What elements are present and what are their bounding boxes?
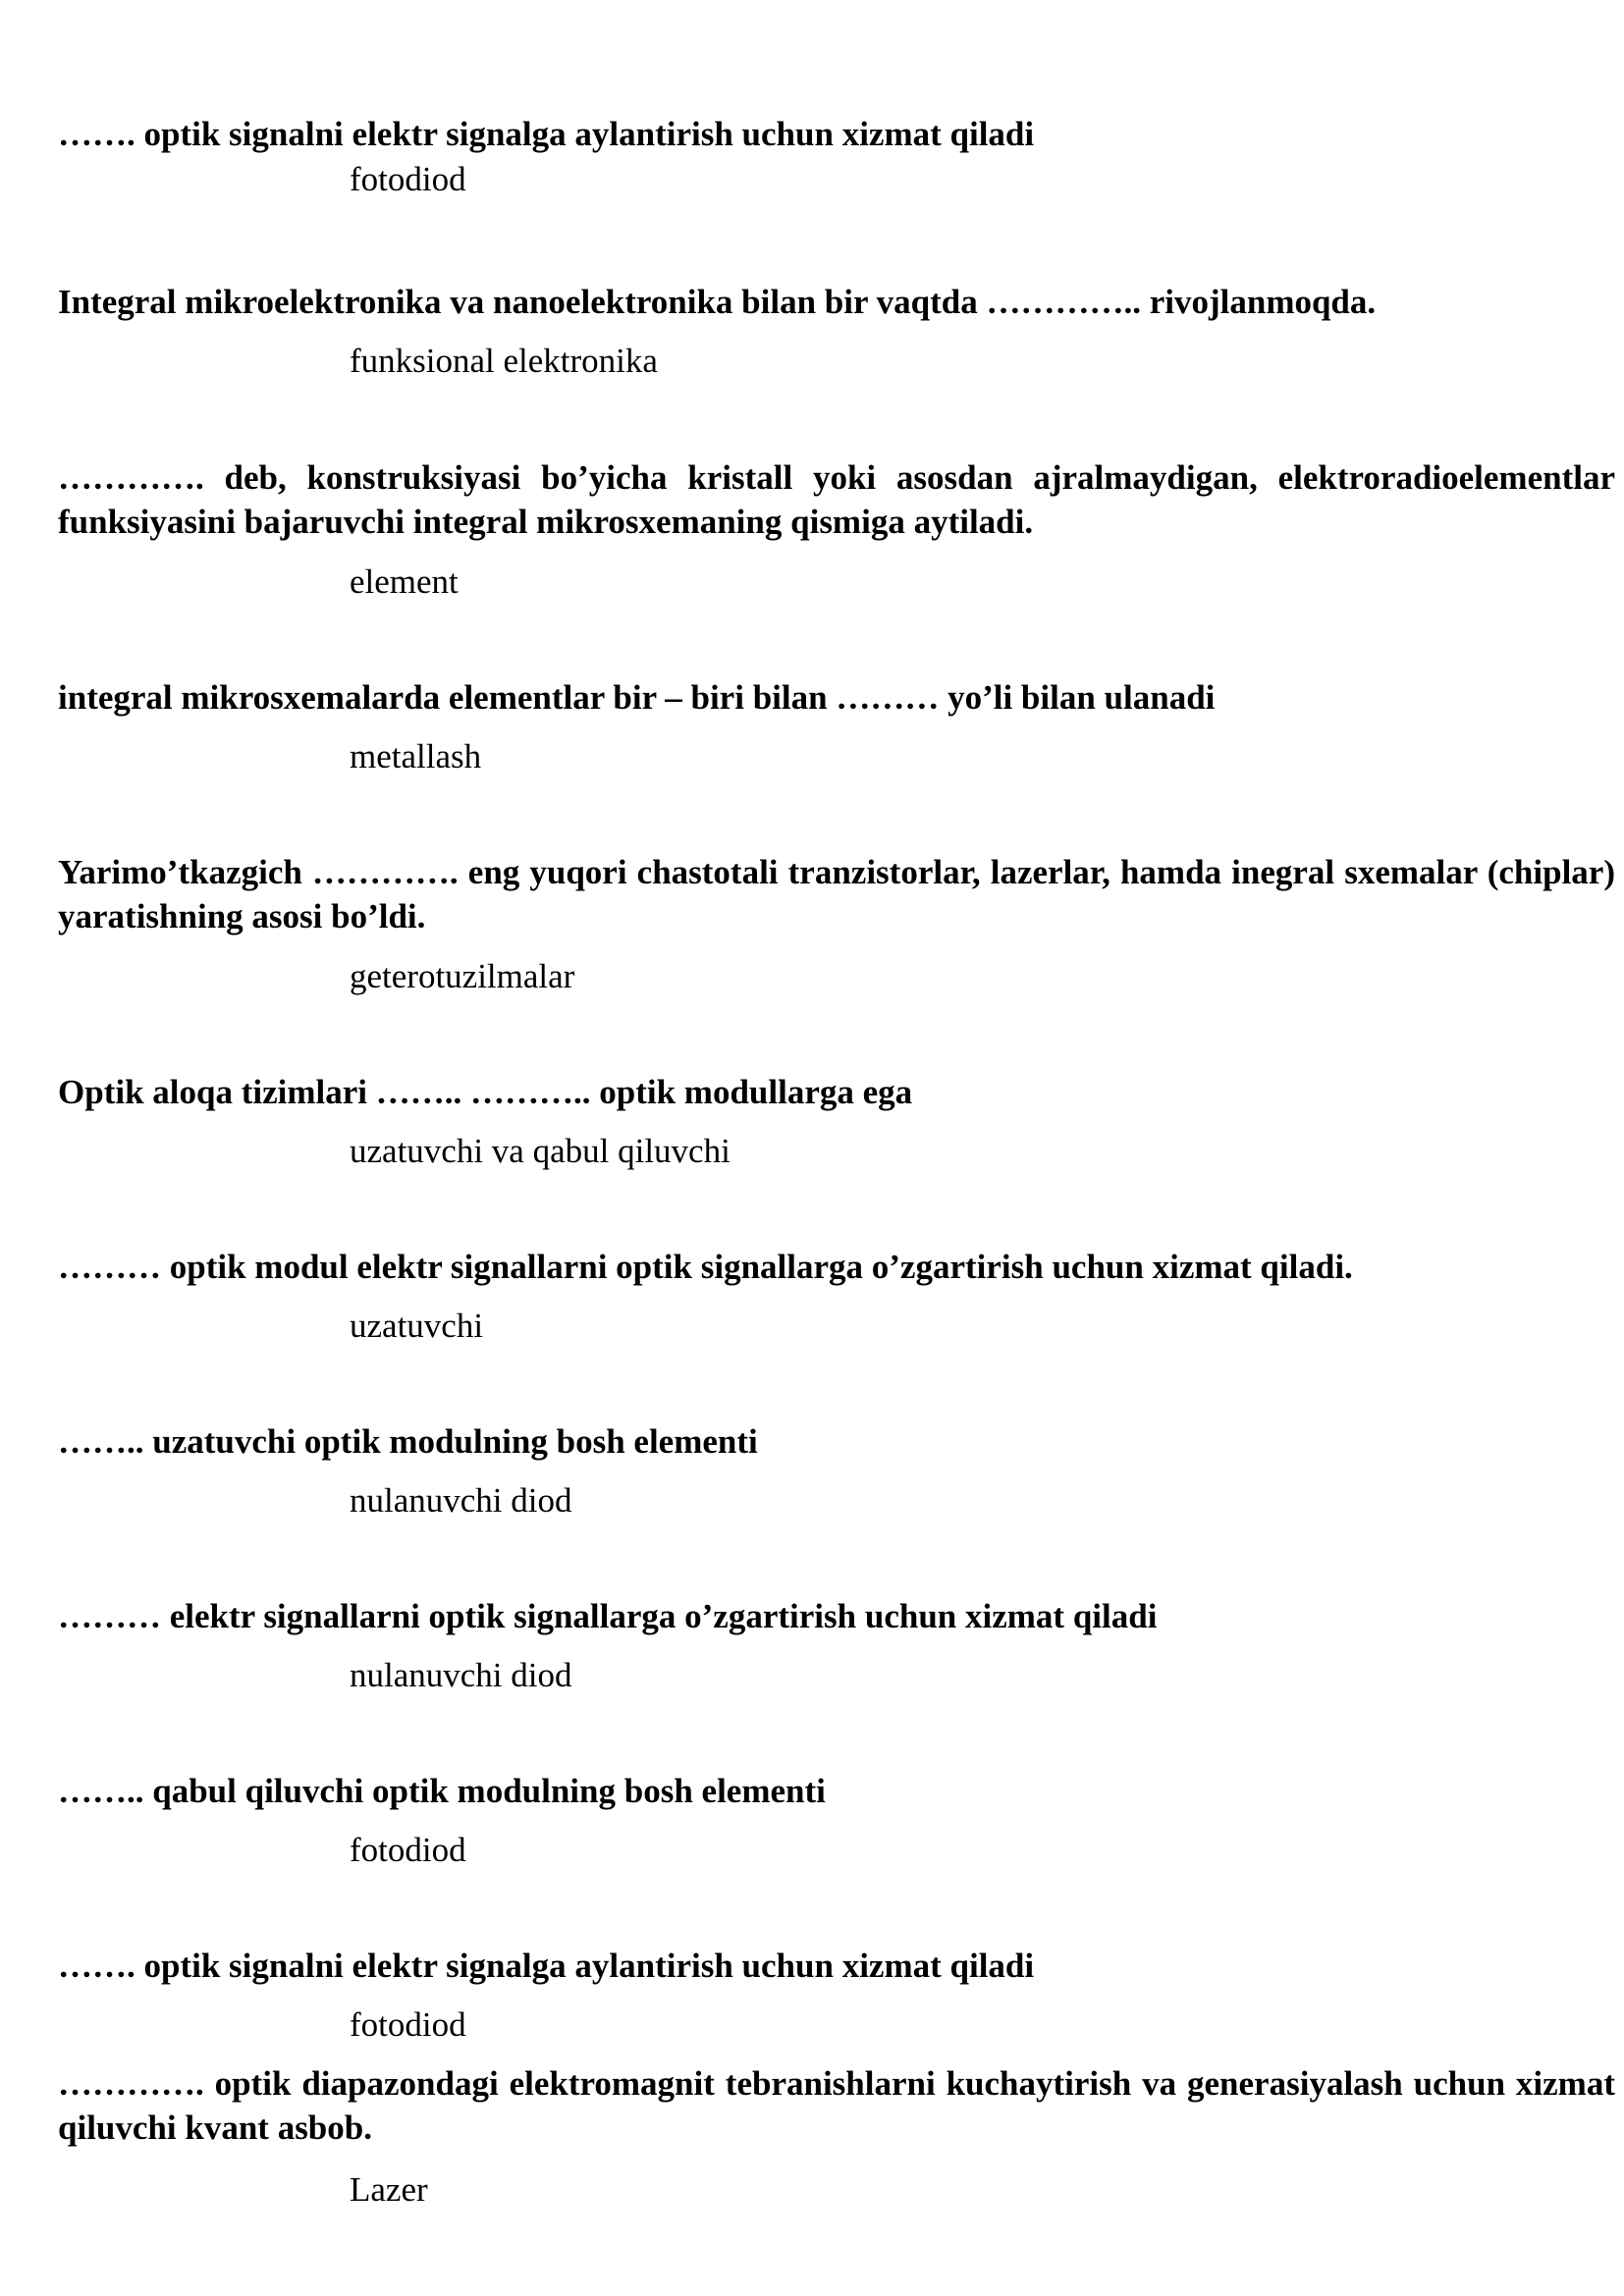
question-2: Integral mikroelektronika va nanoelektronika bilan bir vaqtda ………….. rivojlanmoqda. — [58, 283, 1377, 321]
question-12: …………. optik diapazondagi elektromagnit tebranishlarni kuchaytirish va generasiyalash uchun xizmat qiluvchi kvant asbob. — [58, 2064, 1615, 2147]
question-1: ……. optik signalni elektr signalga aylantirish uchun xizmat qiladi — [58, 115, 1035, 153]
answer-10: fotodiod — [350, 1831, 466, 1869]
answer-4: metallash — [350, 737, 482, 775]
question-3: …………. deb, konstruksiyasi bo’yicha kristall yoki asosdan ajralmaydigan, elektroradioelementlar funksiyasini bajaruvchi integral mikrosxemaning qismiga aytiladi. — [58, 458, 1615, 541]
answer-1: fotodiod — [350, 160, 466, 198]
question-10: …….. qabul qiluvchi optik modulning bosh elementi — [58, 1772, 826, 1810]
answer-3: element — [350, 562, 459, 601]
answer-2: funksional elektronika — [350, 342, 658, 380]
answer-5: geterotuzilmalar — [350, 957, 575, 995]
answer-6: uzatuvchi va qabul qiluvchi — [350, 1132, 731, 1170]
answer-12: Lazer — [350, 2170, 428, 2209]
answer-8: nulanuvchi diod — [350, 1481, 572, 1520]
answer-11: fotodiod — [350, 2005, 466, 2044]
question-5: Yarimo’tkazgich …………. eng yuqori chastotali tranzistorlar, lazerlar, hamda inegral sxemalar (chiplar) yaratishning asosi bo’ldi. — [58, 853, 1615, 935]
answer-9: nulanuvchi diod — [350, 1656, 572, 1694]
question-9: ……… elektr signallarni optik signallarga o’zgartirish uchun xizmat qiladi — [58, 1597, 1158, 1635]
answer-7: uzatuvchi — [350, 1307, 484, 1345]
question-11: ……. optik signalni elektr signalga aylantirish uchun xizmat qiladi — [58, 1947, 1035, 1985]
question-7: ……… optik modul elektr signallarni optik signallarga o’zgartirish uchun xizmat qiladi. — [58, 1248, 1353, 1286]
question-4: integral mikrosxemalarda elementlar bir – biri bilan ……… yo’li bilan ulanadi — [58, 678, 1216, 717]
question-8: …….. uzatuvchi optik modulning bosh elementi — [58, 1422, 758, 1461]
question-6: Optik aloqa tizimlari …….. ……….. optik modullarga ega — [58, 1073, 913, 1111]
